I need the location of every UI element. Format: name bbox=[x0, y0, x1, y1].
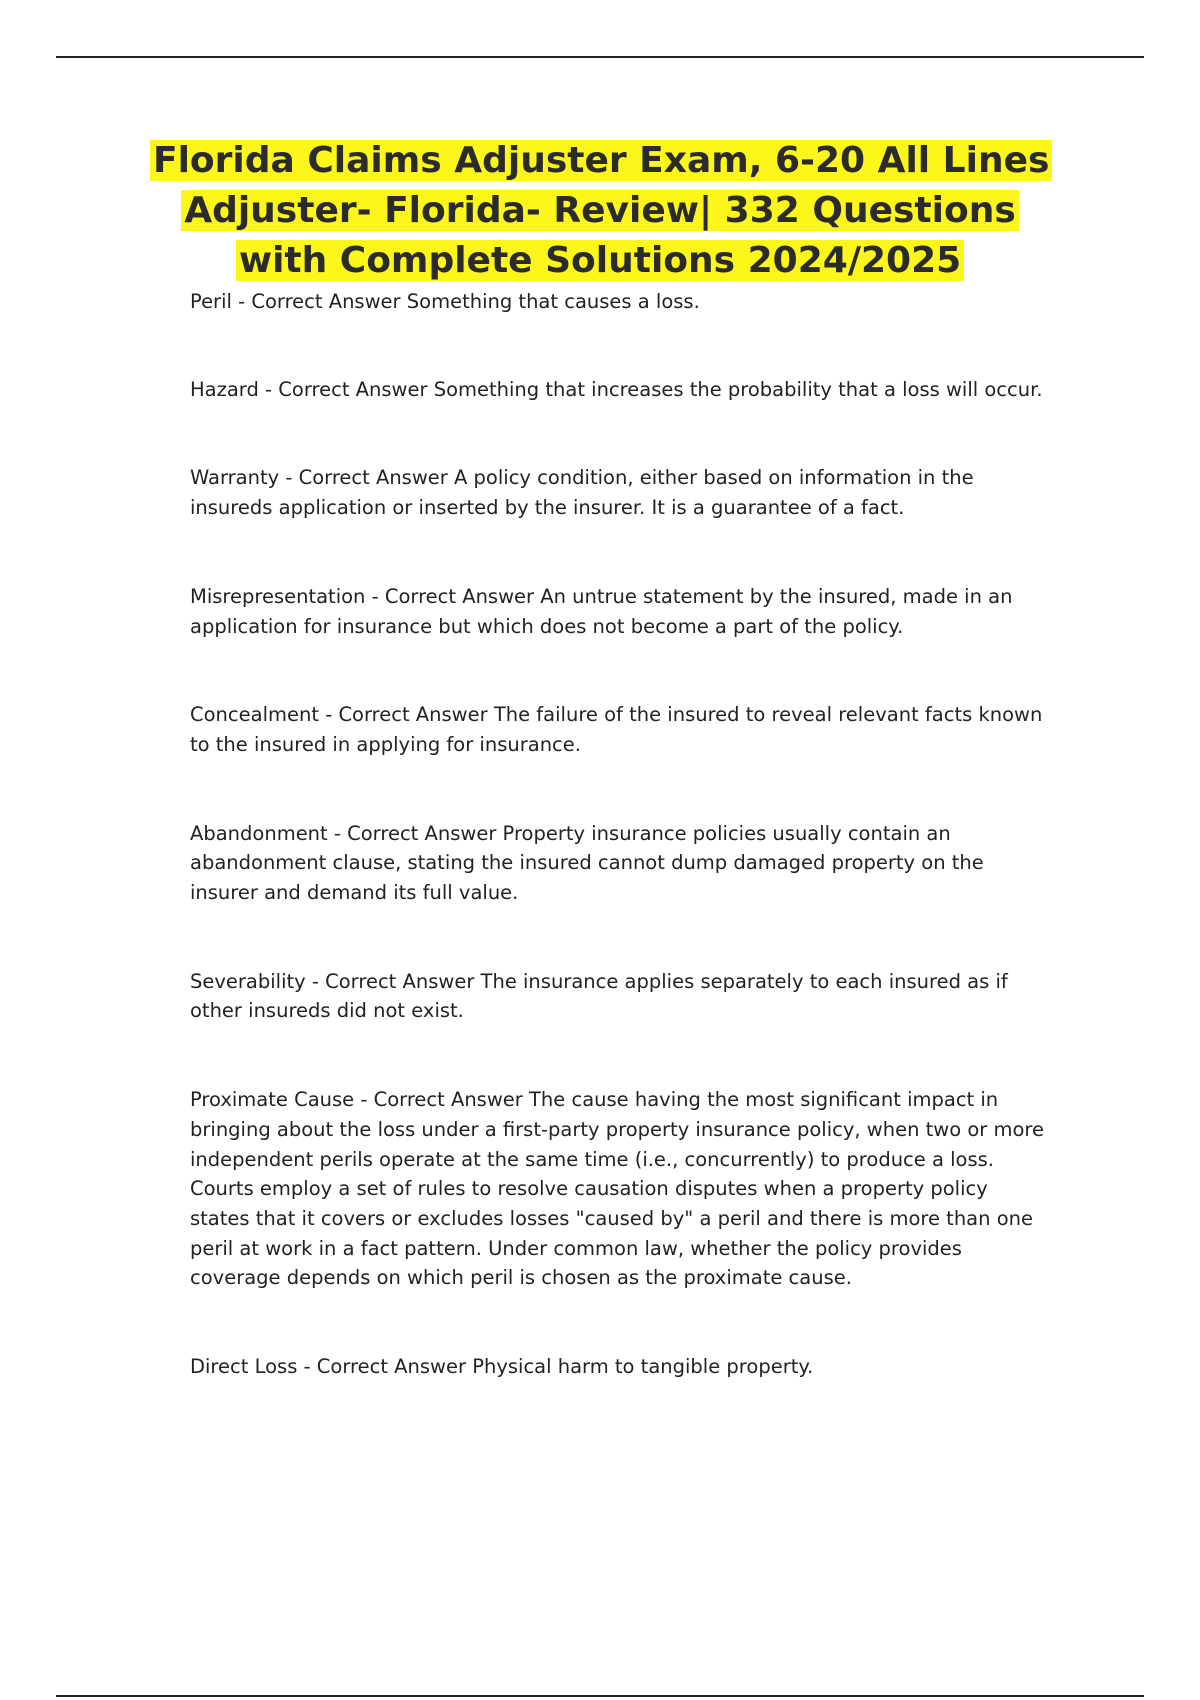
qa-entry-abandonment: Abandonment - Correct Answer Property insurance policies usually contain an abandonment clause, stating the insured cannot dump damaged property on the insurer and demand its full value. bbox=[190, 821, 984, 905]
answer-label: Correct Answer bbox=[278, 377, 428, 401]
document-title: Florida Claims Adjuster Exam, 6-20 All Lines Adjuster- Florida- Review| 332 Questions with Complete Solutions 2024/2025 bbox=[150, 140, 1052, 281]
term: Direct Loss bbox=[190, 1355, 298, 1379]
answer-label: Correct Answer bbox=[298, 466, 448, 490]
answer-label: Correct Answer bbox=[373, 1088, 523, 1112]
definition: An untrue statement by the insured, made in an application for insurance but which does not become a part of the policy. bbox=[190, 584, 1013, 638]
answer-label: Correct Answer bbox=[338, 703, 488, 727]
answer-label: Correct Answer bbox=[325, 969, 475, 993]
footer-rule bbox=[56, 1695, 1144, 1697]
term: Abandonment bbox=[190, 821, 328, 845]
definition: The insurance applies separately to each insured as if other insureds did not exist. bbox=[190, 969, 1008, 1023]
definition: Property insurance policies usually contain an abandonment clause, stating the insured cannot dump damaged property on the insurer and demand its full value. bbox=[190, 821, 984, 905]
term: Misrepresentation bbox=[190, 584, 366, 608]
definition: A policy condition, either based on information in the insureds application or inserted by the insurer. It is a guarantee of a fact. bbox=[190, 466, 974, 520]
qa-entry-severability: Severability - Correct Answer The insurance applies separately to each insured as if other insureds did not exist. bbox=[190, 969, 1008, 1023]
answer-label: Correct Answer bbox=[316, 1355, 466, 1379]
definition: Something that increases the probability that a loss will occur. bbox=[433, 377, 1043, 401]
term: Severability bbox=[190, 969, 306, 993]
definition: The cause having the most significant impact in bringing about the loss under a first-party property insurance policy, when two or more independent perils operate at the same time (i.e., concurrently) to produce a loss. Courts employ a set of rules to resolve causation disputes when a property policy states that it covers or excludes losses "caused by" a peril and there is more than one peril at work in a fact pattern. Under common law, whether the policy provides coverage depends on which peril is chosen as the proximate cause. bbox=[190, 1088, 1045, 1290]
term: Warranty bbox=[190, 466, 280, 490]
definition: The failure of the insured to reveal relevant facts known to the insured in applying for insurance. bbox=[190, 703, 1043, 756]
answer-label: Correct Answer bbox=[384, 584, 535, 608]
qa-entry-direct-loss: Direct Loss - Correct Answer Physical harm to tangible property. bbox=[190, 1355, 814, 1379]
term: Proximate Cause bbox=[190, 1088, 355, 1112]
definition: Physical harm to tangible property. bbox=[472, 1355, 814, 1379]
qa-entry-peril: Peril - Correct Answer Something that causes a loss. bbox=[190, 290, 700, 313]
header-rule bbox=[56, 56, 1144, 58]
term: Peril bbox=[190, 290, 232, 313]
definition: Something that causes a loss. bbox=[406, 290, 700, 313]
answer-label: Correct Answer bbox=[347, 821, 497, 845]
qa-entry-concealment: Concealment - Correct Answer The failure of the insured to reveal relevant facts known to the insured in applying for insurance. bbox=[190, 703, 1043, 756]
qa-entry-proximate-cause: Proximate Cause - Correct Answer The cause having the most significant impact in bringing about the loss under a first-party property insurance policy, when two or more independent perils operate at the same time (i.e., concurrently) to produce a loss. Courts employ a set of rules to resolve causation disputes when a property policy states that it covers or excludes losses "caused by" a peril and there is more than one peril at work in a fact pattern. Under common law, whether the policy provides coverage depends on which peril is chosen as the proximate cause. bbox=[190, 1088, 1045, 1290]
qa-list bbox=[190, 287, 1050, 1382]
answer-label: Correct Answer bbox=[251, 290, 401, 313]
qa-entry-misrepresentation: Misrepresentation - Correct Answer An untrue statement by the insured, made in an application for insurance but which does not become a part of the policy. bbox=[190, 584, 1013, 638]
title-block bbox=[150, 136, 1050, 286]
qa-entry-warranty: Warranty - Correct Answer A policy condition, either based on information in the insureds application or inserted by the insurer. It is a guarantee of a fact. bbox=[190, 466, 974, 520]
term: Concealment bbox=[190, 703, 319, 727]
term: Hazard bbox=[190, 377, 259, 401]
qa-entry-hazard: Hazard - Correct Answer Something that increases the probability that a loss will occur. bbox=[190, 377, 1043, 401]
